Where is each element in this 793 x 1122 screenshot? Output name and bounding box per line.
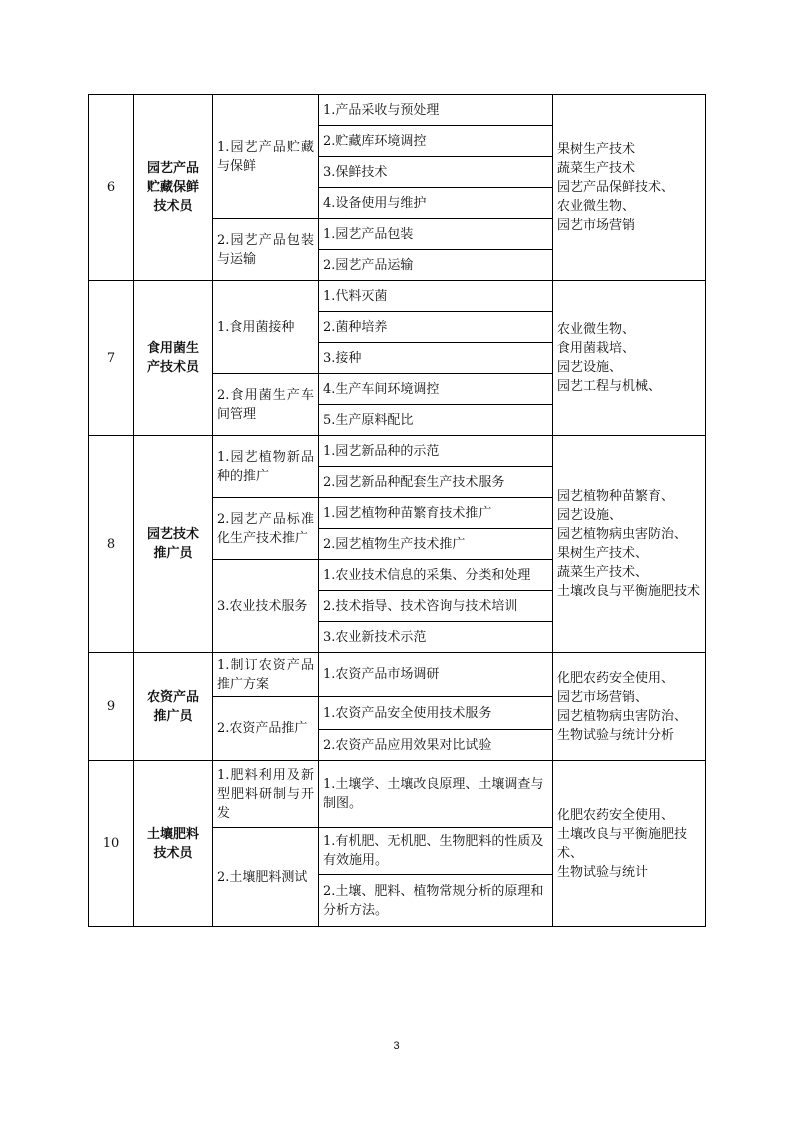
- skill-item: 4.设备使用与维护: [319, 188, 553, 219]
- skill-item: 1.农业技术信息的采集、分类和处理: [319, 560, 553, 591]
- work-task: 2.食用菌生产车间管理: [213, 374, 319, 436]
- skill-item: 5.生产原料配比: [319, 405, 553, 436]
- page-number: 3: [393, 1040, 400, 1052]
- skill-item: 2.土壤、肥料、植物常规分析的原理和分析方法。: [319, 875, 553, 927]
- job-title: [134, 95, 213, 281]
- skill-item: 3.接种: [319, 343, 553, 374]
- related-courses: 农业微生物、 食用菌栽培、 园艺设施、 园艺工程与机械、: [553, 281, 706, 436]
- row-number: 6: [89, 95, 134, 281]
- skill-item: 1.园艺产品包装: [319, 219, 553, 250]
- work-task: 2.园艺产品包装与运输: [213, 219, 319, 281]
- row-number: 10: [89, 761, 134, 927]
- job-title: [134, 653, 213, 761]
- skill-item: 1.园艺新品种的示范: [319, 436, 553, 467]
- related-courses: 果树生产技术 蔬菜生产技术 园艺产品保鲜技术、 农业微生物、 园艺市场营销: [553, 95, 706, 281]
- work-task: 2.园艺产品标准化生产技术推广: [213, 498, 319, 560]
- skill-item: 1.有机肥、无机肥、生物肥料的性质及有效施用。: [319, 828, 553, 875]
- skill-item: 1.农资产品安全使用技术服务: [319, 697, 553, 730]
- job-title-text: 园艺产品贮藏保鲜技术员: [146, 161, 199, 214]
- skill-item: 3.保鲜技术: [319, 157, 553, 188]
- job-title: [134, 436, 213, 653]
- skill-item: 1.园艺植物种苗繁育技术推广: [319, 498, 553, 529]
- job-title: [134, 761, 213, 927]
- work-task: 1.园艺植物新品种的推广: [213, 436, 319, 498]
- work-task: 3.农业技术服务: [213, 560, 319, 653]
- skill-item: 1.土壤学、土壤改良原理、土壤调查与制图。: [319, 761, 553, 828]
- work-task: 1.肥料利用及新型肥料研制与开发: [213, 761, 319, 828]
- row-number: 9: [89, 653, 134, 761]
- skill-item: 4.生产车间环境调控: [319, 374, 553, 405]
- work-task: 1.食用菌接种: [213, 281, 319, 374]
- work-task: 2.农资产品推广: [213, 697, 319, 761]
- occupation-table: [88, 94, 706, 927]
- skill-item: 3.农业新技术示范: [319, 622, 553, 653]
- work-task: 2.土壤肥料测试: [213, 828, 319, 927]
- skill-item: 2.技术指导、技术咨询与技术培训: [319, 591, 553, 622]
- skill-item: 2.农资产品应用效果对比试验: [319, 730, 553, 761]
- table-row: [89, 436, 706, 467]
- row-number: 7: [89, 281, 134, 436]
- skill-item: 2.园艺产品运输: [319, 250, 553, 281]
- skill-item: 1.代料灭菌: [319, 281, 553, 312]
- related-courses: 园艺植物种苗繁育、 园艺设施、 园艺植物病虫害防治、 果树生产技术、 蔬菜生产技术、 土壤改良与平衡施肥技术: [553, 436, 706, 653]
- skill-item: 2.园艺新品种配套生产技术服务: [319, 467, 553, 498]
- skill-item: 1.农资产品市场调研: [319, 653, 553, 697]
- work-task: 1.制订农资产品推广方案: [213, 653, 319, 697]
- related-courses: 化肥农药安全使用、 土壤改良与平衡施肥技术、 生物试验与统计: [553, 761, 706, 927]
- skill-item: 2.贮藏库环境调控: [319, 126, 553, 157]
- job-title-text: 园艺技术推广员: [146, 527, 199, 561]
- table-row: [89, 281, 706, 312]
- job-title-text: 土壤肥料技术员: [146, 826, 199, 861]
- skill-item: 2.园艺植物生产技术推广: [319, 529, 553, 560]
- table-row: [89, 761, 706, 828]
- table-row: [89, 653, 706, 697]
- job-title: [134, 281, 213, 436]
- job-title-text: 农资产品推广员: [146, 689, 199, 724]
- skill-item: 2.菌种培养: [319, 312, 553, 343]
- row-number: 8: [89, 436, 134, 653]
- table-row: [89, 95, 706, 126]
- skill-item: 1.产品采收与预处理: [319, 95, 553, 126]
- job-title-text: 食用菌生产技术员: [146, 341, 199, 375]
- related-courses: 化肥农药安全使用、 园艺市场营销、 园艺植物病虫害防治、 生物试验与统计分析: [553, 653, 706, 761]
- work-task: 1.园艺产品贮藏与保鲜: [213, 95, 319, 219]
